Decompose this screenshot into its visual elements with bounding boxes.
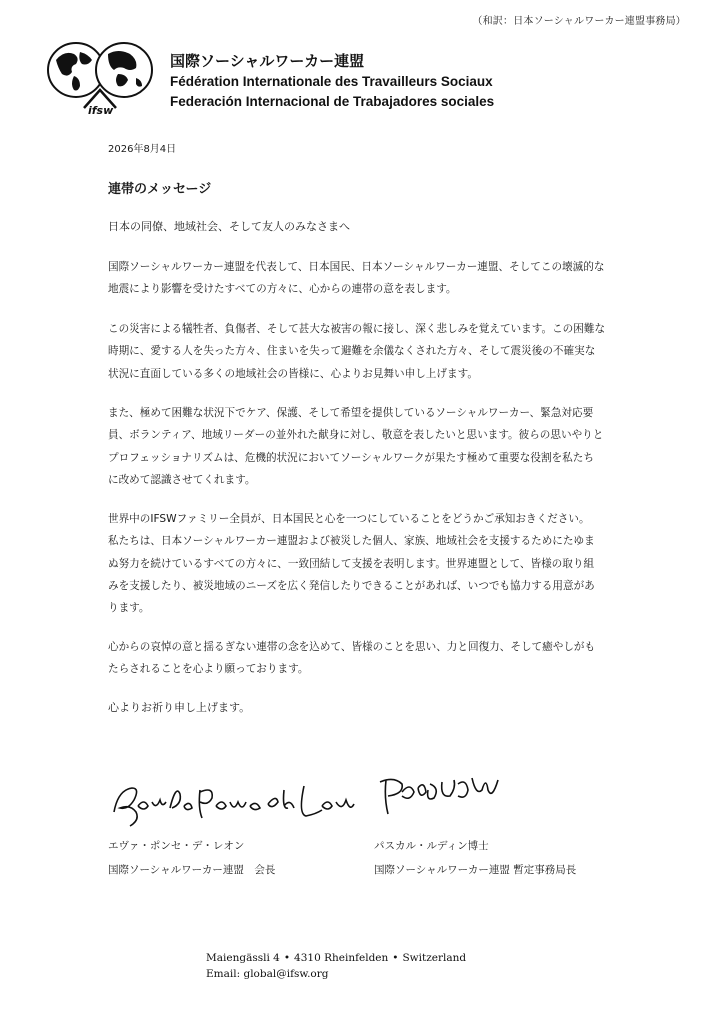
paragraph-line: 地震により影響を受けたすべての方々に、心からの連帯の意を表します。 [108,283,457,296]
paragraph-line: 世界中のIFSWファミリー全員が、日本国民と心を一つにしていることをどうかご承知おきください。 [108,513,590,525]
paragraph-5 [108,636,656,681]
org-name-fr: Fédération Internationale des Travailleurs Sociaux [170,74,493,89]
paragraph-line: また、極めて困難な状況下でケア、保護、そして希望を提供しているソーシャルワーカー、緊急対応要 [108,407,594,419]
footer-city: 4310 Rheinfelden [294,952,389,964]
footer-country: Switzerland [402,952,467,964]
paragraph-2 [108,318,656,385]
closing-line: 心よりお祈り申し上げます。 [108,701,251,714]
salutation: 日本の同僚、地域社会、そして友人のみなさまへ [108,220,350,233]
paragraph-line: 状況に直面している多くの地域社会の皆様に、心よりお見舞い申し上げます。 [108,367,478,380]
footer-email[interactable]: Email: global@ifsw.org [206,968,329,980]
footer-street: Maiengässli 4 [206,952,280,964]
logo-globe-right [96,43,152,97]
paragraph-line: に改めて認識させてくれます。 [108,473,256,486]
paragraph-line: 私たちは、日本ソーシャルワーカー連盟および被災した個人、家族、地域社会を支援するためにたゆま [108,535,595,548]
paragraph-line: みを支援したり、被災地域のニーズを広く発信したりできることがあれば、いつでも協力する用意があ [108,579,595,592]
org-name-es: Federación Internacional de Trabajadores sociales [170,94,495,109]
paragraph-line: 心からの哀悼の意と揺るぎない連帯の念を込めて、皆様のことを思い、力と回復力、そして癒やしがも [108,641,596,653]
org-names [170,52,494,112]
signatory-secretary-general [374,834,576,882]
paragraph-line: プロフェッショナリズムは、危機的状況においてソーシャルワークが果たす極めて重要な役割を私たち [108,451,594,464]
signatory-title: 国際ソーシャルワーカー連盟 会長 [108,864,276,876]
paragraph-line: 時期に、愛する人を失った方々、住まいを失って避難を余儀なくされた方々、そして震災後の不確実な [108,345,596,358]
signature-secretary-general [372,772,512,824]
signatory-title: 国際ソーシャルワーカー連盟 暫定事務局長 [374,864,577,876]
paragraph-line: ぬ努力を続けているすべての方々に、一致団結して支援を表明します。世界連盟として、皆様の取り組 [108,557,595,570]
ifsw-logo [44,38,154,118]
footer-bullet: • [392,952,399,964]
paragraph-line: たらされることを心より願っております。 [108,663,309,676]
letter-date: 2026年8月4日 [108,144,177,155]
signatory-name: パスカル・ルディン博士 [374,840,489,852]
org-name-ja: 国際ソーシャルワーカー連盟 [170,53,365,70]
signatory-president [108,834,275,882]
paragraph-line: 国際ソーシャルワーカー連盟を代表して、日本国民、日本ソーシャルワーカー連盟、そしてこの壊滅的な [108,261,605,273]
footer [206,950,466,982]
letter-title: 連帯のメッセージ [108,182,212,197]
paragraph-line: ります。 [108,602,150,615]
footer-address [206,950,466,966]
footer-bullet: • [283,952,291,964]
paragraph-3 [108,402,656,491]
paragraph-line: 員、ボランティア、地域リーダーの並外れた献身に対し、敬意を表したいと思います。彼らの思いやりと [108,429,604,442]
paragraph-1 [108,256,656,301]
paragraph-line: この災害による犠牲者、負傷者、そして甚大な被害の報に接し、深く悲しみを覚えています。この困難な [108,323,606,335]
translation-note: （和訳：日本ソーシャルワーカー連盟事務局） [472,16,686,27]
signatory-name: エヴァ・ポンセ・デ・レオン [108,840,245,852]
logo-wordmark: ifsw [88,104,114,117]
paragraph-4 [108,508,656,619]
signature-president [108,772,358,834]
